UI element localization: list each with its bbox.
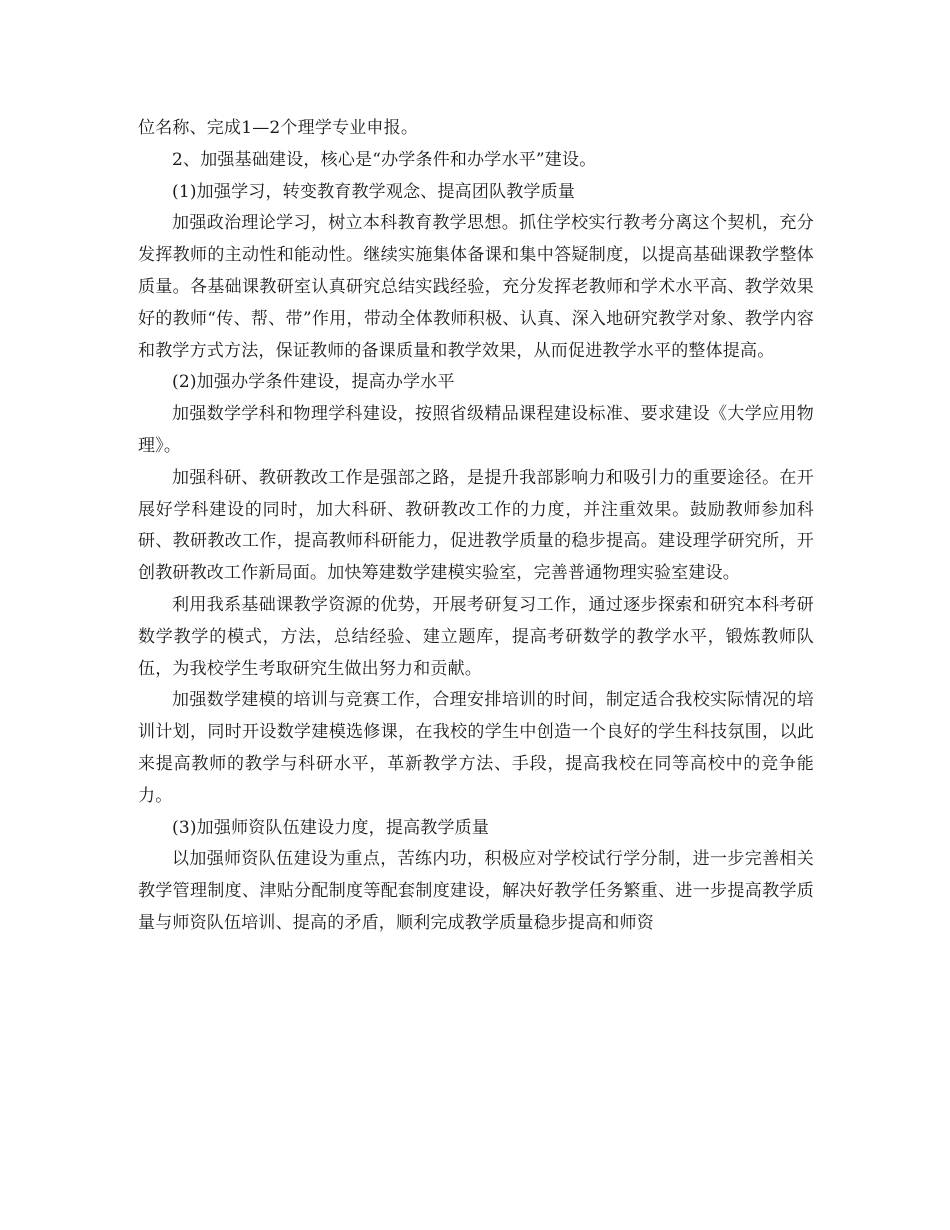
paragraph-body: 加强数学建模的培训与竞赛工作，合理安排培训的时间，制定适合我校实际情况的培训计划，同时开设数学建模选修课，在我校的学生中创造一个良好的学生科技氛围，以此来提高教师的教学与科研水平，革新教学方法、手段，提高我校在同等高校中的竞争能力。 (138, 690, 814, 806)
paragraph-continuation: 位名称、完成1—2个理学专业申报。 (138, 118, 419, 138)
paragraph-body: 加强科研、教研教改工作是强部之路，是提升我部影响力和吸引力的重要途径。在开展好学科建设的同时，加大科研、教研教改工作的力度，并注重效果。鼓励教师参加科研、教研教改工作，提高教师科研能力，促进教学质量的稳步提高。建设理学研究所，开创教研教改工作新局面。加快筹建数学建模实验室，完善普通物理实验室建设。 (138, 467, 814, 584)
paragraph-section-2: 2、加强基础建设，核心是“办学条件和办学水平”建设。 (172, 149, 597, 170)
paragraph-body: 以加强师资队伍建设为重点，苦练内功，积极应对学校试行学分制，进一步完善相关教学管理制度、津贴分配制度等配套制度建设，解决好教学任务繁重、进一步提高教学质量与师资队伍培训、提高的矛盾，顺利完成教学质量稳步提高和师资 (138, 849, 814, 933)
paragraph-body: 加强数学学科和物理学科建设，按照省级精品课程建设标准、要求建设《大学应用物理》。 (138, 404, 814, 456)
paragraph-body: 加强政治理论学习，树立本科教育教学思想。抓住学校实行教考分离这个契机，充分发挥教师的主动性和能动性。继续实施集体备课和集中答疑制度，以提高基础课教学整体质量。各基础课教研室认真研究总结实践经验，充分发挥老教师和学术水平高、教学效果好的教师“传、帮、带”作用，带动全体教师积极、认真、深入地研究教学对象、教学内容和教学方式方法，保证教师的备课质量和教学效果，从而促进教学水平的整体提高。 (138, 213, 814, 361)
document-page (138, 113, 814, 940)
subheading-3: (3)加强师资队伍建设力度，提高教学质量 (172, 817, 490, 838)
paragraph-body: 利用我系基础课教学资源的优势，开展考研复习工作，通过逐步探索和研究本科考研数学教学的模式，方法，总结经验、建立题库，提高考研数学的教学水平，锻炼教师队伍，为我校学生考取研究生做出努力和贡献。 (138, 594, 814, 679)
subheading-2: (2)加强办学条件建设，提高办学水平 (172, 372, 455, 393)
subheading-1: (1)加强学习，转变教育教学观念、提高团队教学质量 (172, 181, 576, 202)
